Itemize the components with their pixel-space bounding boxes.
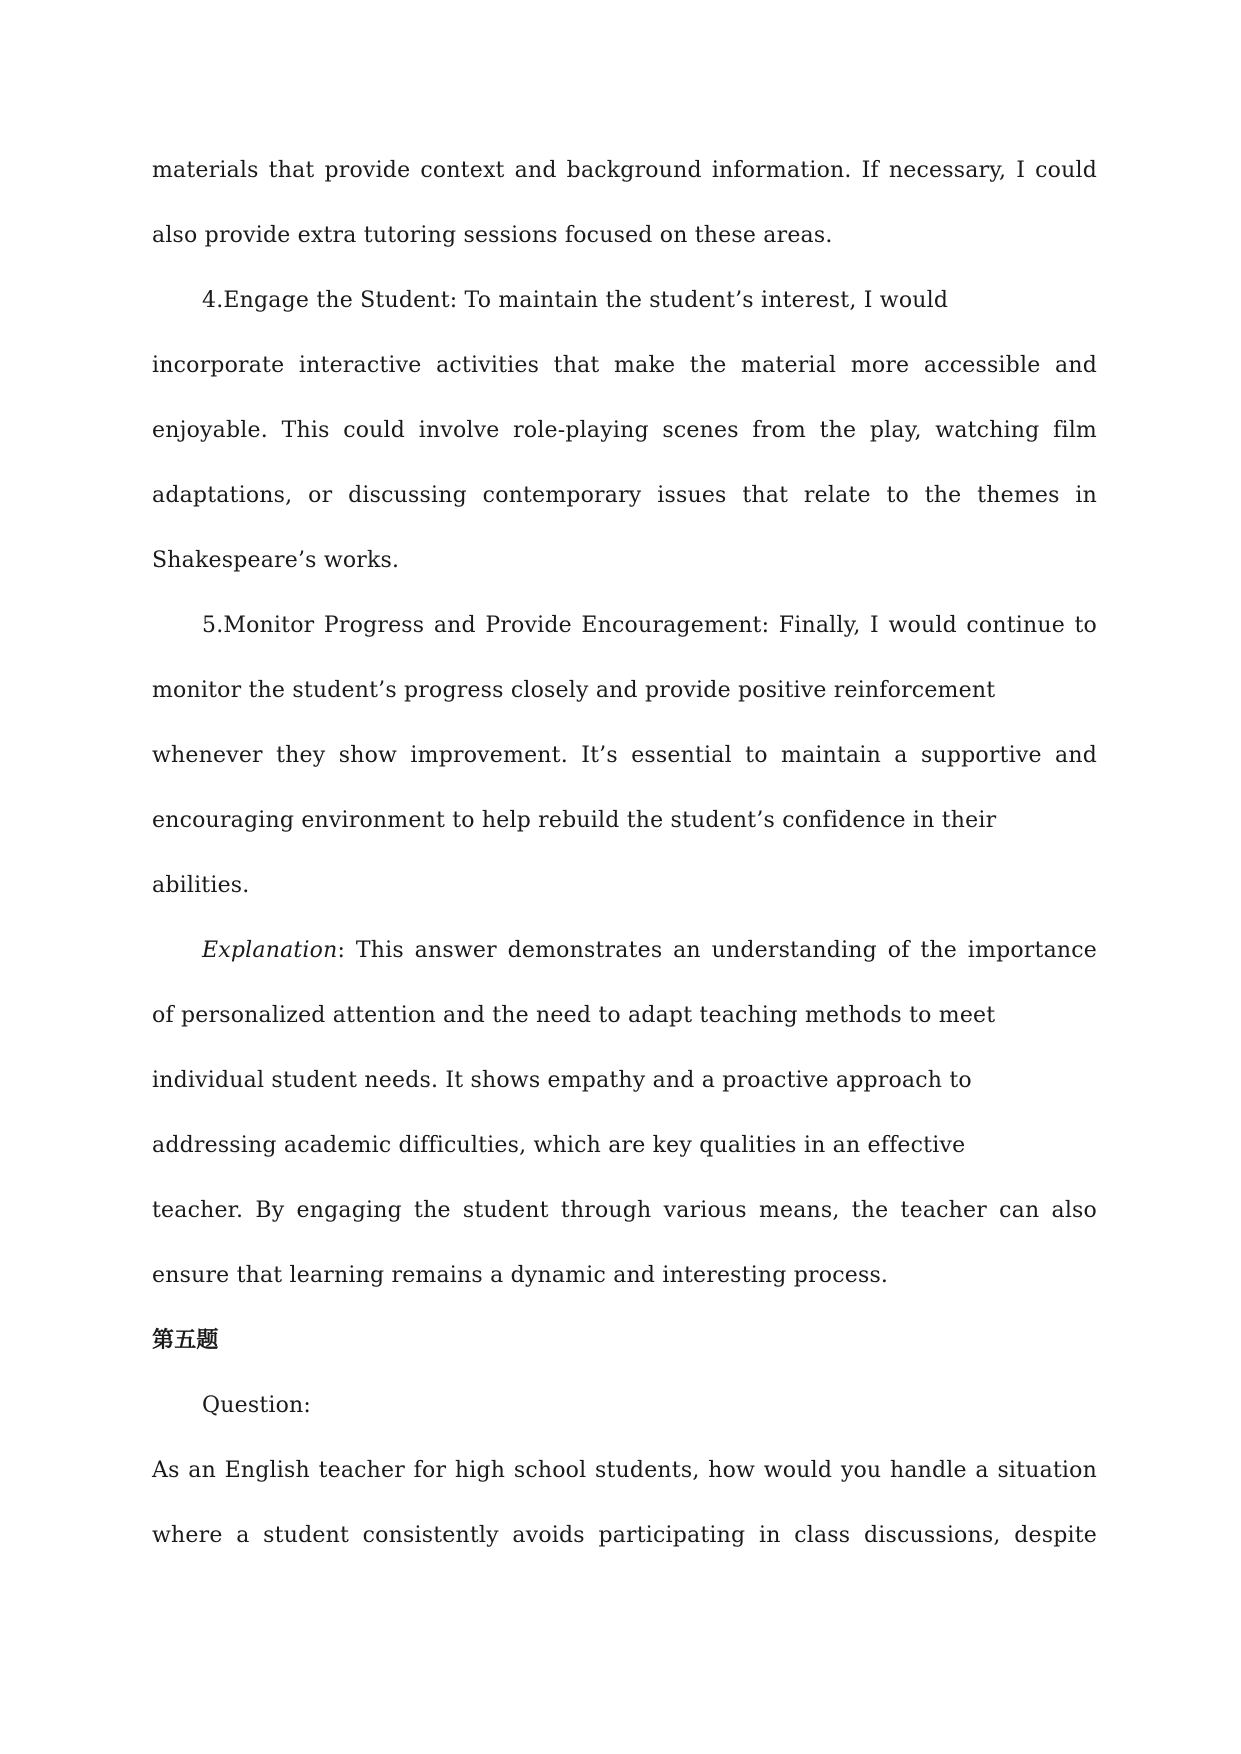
- paragraph-line: Shakespeare’s works.: [152, 548, 400, 573]
- paragraph-line: addressing academic difficulties, which are key qualities in an effective: [152, 1133, 966, 1158]
- explanation-text: : This answer demonstrates an understanding of the importance: [337, 938, 1097, 963]
- question-text-line: where a student consistently avoids participating in class discussions, despite: [152, 1523, 1097, 1548]
- section-heading: 第五题: [152, 1328, 219, 1353]
- paragraph-line: enjoyable. This could involve role-playing scenes from the play, watching film: [152, 418, 1097, 443]
- paragraph-line: also provide extra tutoring sessions focused on these areas.: [152, 223, 833, 248]
- paragraph-line: monitor the student’s progress closely and provide positive reinforcement: [152, 678, 996, 703]
- question-label: Question:: [202, 1393, 312, 1418]
- paragraph-line: of personalized attention and the need to adapt teaching methods to meet: [152, 1003, 996, 1028]
- list-item-engage-student: 4.Engage the Student: To maintain the student’s interest, I would: [202, 288, 949, 313]
- paragraph-line: encouraging environment to help rebuild the student’s confidence in their: [152, 808, 997, 833]
- paragraph-line: teacher. By engaging the student through various means, the teacher can also: [152, 1198, 1097, 1223]
- list-item-monitor-progress: 5.Monitor Progress and Provide Encouragement: Finally, I would continue to: [202, 613, 1097, 638]
- question-text-line: As an English teacher for high school students, how would you handle a situation: [152, 1458, 1097, 1483]
- explanation-line: [152, 918, 1097, 983]
- explanation-label: Explanation: [202, 938, 338, 963]
- paragraph-line: whenever they show improvement. It’s essential to maintain a supportive and: [152, 743, 1097, 768]
- paragraph-line: ensure that learning remains a dynamic and interesting process.: [152, 1263, 889, 1288]
- paragraph-line: adaptations, or discussing contemporary issues that relate to the themes in: [152, 483, 1097, 508]
- paragraph-line: abilities.: [152, 873, 250, 898]
- paragraph-line: materials that provide context and background information. If necessary, I could: [152, 158, 1097, 183]
- paragraph-line: individual student needs. It shows empathy and a proactive approach to: [152, 1068, 972, 1093]
- document-page: [152, 138, 1097, 1568]
- paragraph-line: incorporate interactive activities that make the material more accessible and: [152, 353, 1097, 378]
